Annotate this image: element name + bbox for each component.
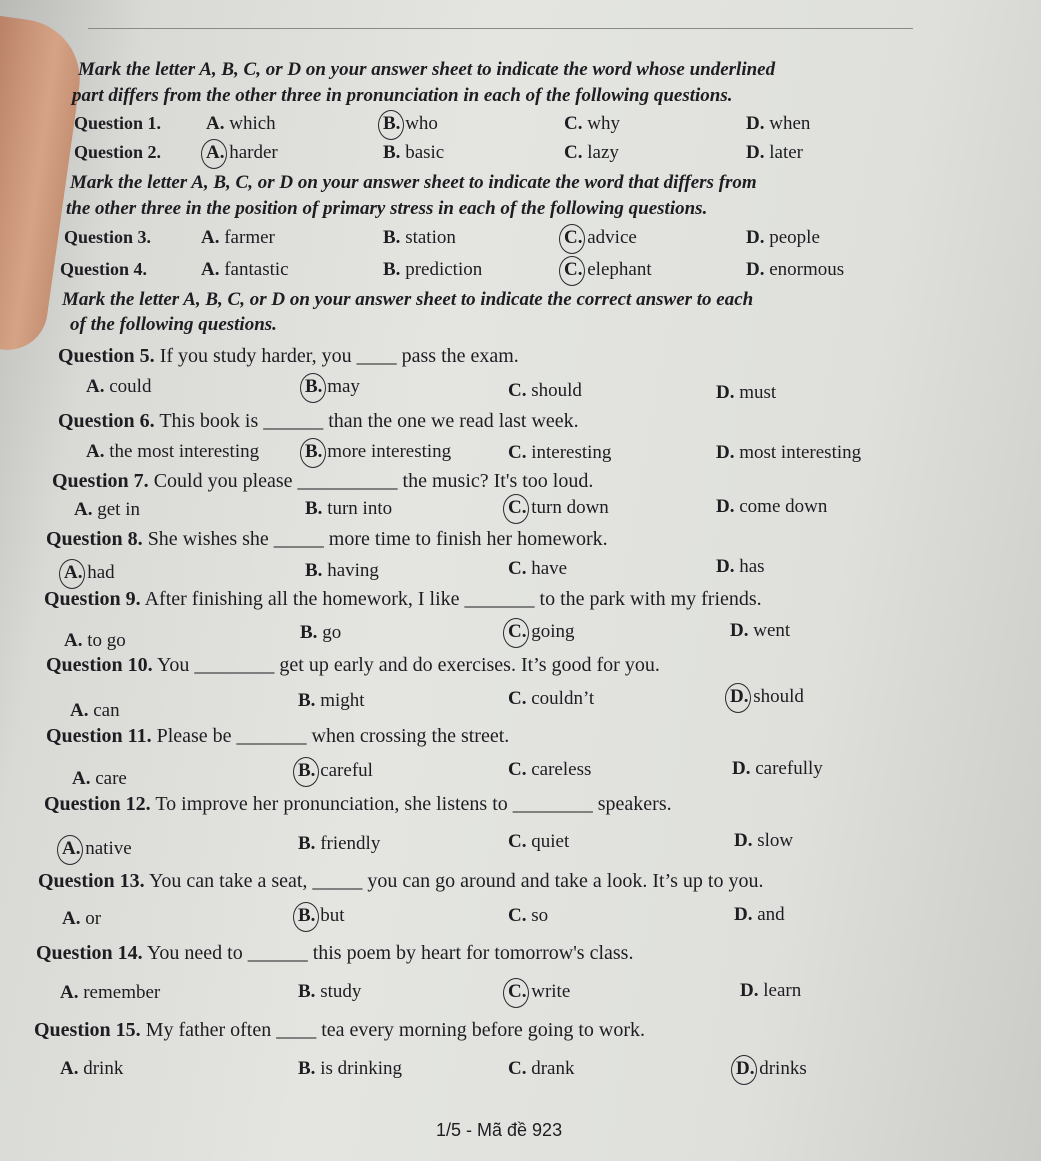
- option-letter: A.: [70, 700, 89, 721]
- question-10-option-a[interactable]: [70, 700, 120, 722]
- option-letter: B.: [305, 441, 323, 462]
- question-10: [46, 654, 660, 677]
- question-14-option-d[interactable]: [740, 980, 801, 1002]
- answer-circle-mark: [293, 902, 319, 932]
- option-letter: C.: [564, 227, 583, 248]
- option-letter: A.: [60, 1058, 79, 1079]
- question-11-option-a[interactable]: [72, 768, 127, 790]
- question-15: [34, 1019, 645, 1042]
- option-letter: D.: [746, 227, 765, 248]
- option-letter: C.: [508, 688, 527, 709]
- question-stem: You ________ get up early and do exercises. It’s good for you.: [152, 654, 660, 676]
- option-letter: C.: [564, 113, 583, 134]
- option-letter: C.: [508, 442, 527, 463]
- question-9: [44, 588, 762, 611]
- option-text: which: [224, 113, 276, 134]
- option-text: turn into: [322, 498, 393, 519]
- option-text: why: [582, 113, 620, 134]
- option-text: write: [526, 981, 571, 1002]
- question-4-option-a[interactable]: [201, 259, 289, 281]
- option-letter: A.: [74, 499, 93, 520]
- question-6-option-b[interactable]: [305, 441, 451, 463]
- question-13: [38, 870, 763, 893]
- question-13-option-a[interactable]: [62, 908, 101, 930]
- instruction-stress-line1: Mark the letter A, B, C, or D on your answer sheet to indicate the word that differs from: [70, 172, 757, 193]
- question-stem: Could you please __________ the music? It's too loud.: [148, 470, 594, 492]
- option-letter: B.: [298, 833, 316, 854]
- answer-circle-mark: [503, 978, 529, 1008]
- option-text: most interesting: [734, 442, 862, 463]
- option-text: remember: [78, 982, 161, 1003]
- question-label: Question 2.: [74, 142, 162, 162]
- option-letter: D.: [732, 758, 751, 779]
- question-1: [74, 113, 161, 134]
- option-text: prediction: [400, 259, 483, 280]
- question-3-option-d[interactable]: [746, 227, 820, 249]
- question-stem: She wishes she _____ more time to finish her homework.: [142, 528, 608, 550]
- question-label: Question 14.: [36, 942, 143, 964]
- instruction-correct-line1: Mark the letter A, B, C, or D on your answer sheet to indicate the correct answer to each: [62, 289, 754, 310]
- question-3-option-a[interactable]: [201, 227, 275, 249]
- question-8: [46, 528, 608, 551]
- option-text: go: [317, 622, 342, 643]
- question-label: Question 8.: [46, 528, 143, 550]
- answer-circle-mark: [503, 494, 529, 524]
- question-15-option-a[interactable]: [60, 1058, 123, 1080]
- question-14-option-b[interactable]: [298, 981, 361, 1003]
- option-letter: A.: [86, 376, 105, 397]
- option-letter: B.: [298, 905, 316, 926]
- option-letter: C.: [508, 759, 527, 780]
- option-text: careless: [526, 759, 592, 780]
- question-7-option-a[interactable]: [74, 499, 140, 521]
- option-letter: C.: [508, 831, 527, 852]
- question-label: Question 10.: [46, 654, 153, 676]
- question-label: Question 5.: [58, 345, 155, 367]
- answer-circle-mark: [57, 835, 83, 865]
- question-stem: You need to ______ this poem by heart for tomorrow's class.: [142, 942, 634, 964]
- page-footer: 1/5 - Mã đề 923: [436, 1120, 563, 1140]
- question-6: [58, 410, 579, 433]
- question-14-option-a[interactable]: [60, 982, 160, 1004]
- option-letter: B.: [298, 1058, 316, 1079]
- option-letter: A.: [62, 908, 81, 929]
- option-letter: A.: [201, 227, 220, 248]
- instruction-correct-line2: of the following questions.: [70, 314, 277, 335]
- option-text: station: [400, 227, 456, 248]
- question-1-option-c[interactable]: [564, 113, 620, 135]
- option-letter: D.: [716, 556, 735, 577]
- option-text: harder: [224, 142, 278, 163]
- question-5-option-c[interactable]: [508, 380, 582, 402]
- question-8-option-d[interactable]: [716, 556, 765, 578]
- answer-circle-mark: [300, 373, 326, 403]
- option-letter: D.: [734, 904, 753, 925]
- question-4-option-d[interactable]: [746, 259, 844, 281]
- question-2-option-c[interactable]: [564, 142, 619, 164]
- option-text: drank: [526, 1058, 575, 1079]
- option-text: so: [526, 905, 549, 926]
- instruction-stress-line2: the other three in the position of primary stress in each of the following questions.: [66, 198, 708, 219]
- question-stem: This book is ______ than the one we read last week.: [154, 410, 579, 432]
- option-text: should: [748, 686, 804, 707]
- question-stem: If you study harder, you ____ pass the exam.: [154, 345, 519, 367]
- option-letter: A.: [86, 441, 105, 462]
- question-stem: You can take a seat, _____ you can go around and take a look. It’s up to you.: [144, 870, 764, 892]
- question-1-option-a[interactable]: [206, 113, 276, 135]
- option-text: quiet: [526, 831, 570, 852]
- question-stem: Please be _______ when crossing the street.: [151, 725, 510, 747]
- option-letter: D.: [736, 1058, 755, 1079]
- option-text: could: [104, 376, 152, 397]
- question-label: Question 11.: [46, 725, 152, 747]
- option-text: enormous: [764, 259, 845, 280]
- question-9-option-a[interactable]: [64, 630, 126, 652]
- question-label: Question 7.: [52, 470, 149, 492]
- answer-circle-mark: [559, 224, 585, 254]
- option-letter: A.: [72, 768, 91, 789]
- question-label: Question 9.: [44, 588, 141, 610]
- question-label: Question 13.: [38, 870, 145, 892]
- option-text: might: [315, 690, 365, 711]
- option-letter: B.: [298, 981, 316, 1002]
- question-stem: To improve her pronunciation, she listens to ________ speakers.: [150, 793, 672, 815]
- question-label: Question 4.: [60, 259, 148, 279]
- option-letter: D.: [740, 980, 759, 1001]
- question-label: Question 3.: [64, 227, 152, 247]
- option-text: to go: [82, 630, 126, 651]
- option-letter: D.: [746, 142, 765, 163]
- question-13-option-c[interactable]: [508, 905, 548, 927]
- answer-circle-mark: [300, 438, 326, 468]
- option-letter: C.: [564, 142, 583, 163]
- question-2: [74, 142, 161, 163]
- question-6-option-a[interactable]: [86, 441, 259, 463]
- question-2-option-d[interactable]: [746, 142, 803, 164]
- option-letter: D.: [730, 686, 749, 707]
- option-letter: C.: [508, 1058, 527, 1079]
- option-text: turn down: [526, 497, 609, 518]
- option-letter: D.: [716, 442, 735, 463]
- option-letter: B.: [383, 113, 401, 134]
- header-rule: [88, 28, 913, 29]
- answer-circle-mark: [293, 757, 319, 787]
- question-7-option-b[interactable]: [305, 498, 392, 520]
- question-label: Question 6.: [58, 410, 155, 432]
- option-text: get in: [92, 499, 140, 520]
- option-text: must: [734, 382, 777, 403]
- question-12-option-d[interactable]: [734, 830, 793, 852]
- question-6-option-c[interactable]: [508, 442, 611, 464]
- question-label: Question 1.: [74, 113, 162, 133]
- answer-circle-mark: [731, 1055, 757, 1085]
- question-2-option-b[interactable]: [383, 142, 444, 164]
- option-letter: D.: [746, 259, 765, 280]
- option-letter: C.: [508, 380, 527, 401]
- option-text: but: [315, 905, 345, 926]
- option-text: have: [526, 558, 568, 579]
- option-letter: D.: [716, 382, 735, 403]
- option-text: come down: [734, 496, 828, 517]
- option-text: advice: [582, 227, 637, 248]
- option-text: more interesting: [322, 441, 452, 462]
- question-4: [60, 259, 147, 280]
- option-text: couldn’t: [526, 688, 595, 709]
- question-label: Question 12.: [44, 793, 151, 815]
- question-10-option-b[interactable]: [298, 690, 365, 712]
- option-letter: D.: [734, 830, 753, 851]
- answer-circle-mark: [201, 139, 227, 169]
- question-6-option-d[interactable]: [716, 442, 861, 464]
- question-4-option-b[interactable]: [383, 259, 482, 281]
- option-text: and: [752, 904, 785, 925]
- question-10-option-c[interactable]: [508, 688, 594, 710]
- option-letter: D.: [716, 496, 735, 517]
- option-letter: B.: [300, 622, 318, 643]
- option-text: later: [764, 142, 803, 163]
- option-text: the most interesting: [104, 441, 260, 462]
- question-3: [64, 227, 151, 248]
- option-text: drink: [78, 1058, 124, 1079]
- option-letter: B.: [305, 376, 323, 397]
- option-text: when: [764, 113, 811, 134]
- question-14: [36, 942, 633, 965]
- option-letter: B.: [305, 560, 323, 581]
- question-12: [44, 793, 672, 816]
- option-letter: A.: [60, 982, 79, 1003]
- question-8-option-b[interactable]: [305, 560, 379, 582]
- question-12-option-b[interactable]: [298, 833, 380, 855]
- option-text: learn: [758, 980, 802, 1001]
- option-text: interesting: [526, 442, 612, 463]
- option-text: native: [80, 838, 132, 859]
- option-letter: A.: [62, 838, 81, 859]
- answer-circle-mark: [59, 559, 85, 589]
- option-letter: A.: [206, 113, 225, 134]
- option-letter: C.: [508, 621, 527, 642]
- question-9-option-b[interactable]: [300, 622, 341, 644]
- option-text: drinks: [754, 1058, 807, 1079]
- option-letter: B.: [383, 227, 401, 248]
- answer-circle-mark: [503, 618, 529, 648]
- option-text: or: [80, 908, 102, 929]
- option-letter: C.: [508, 905, 527, 926]
- question-5: [58, 345, 519, 368]
- option-text: having: [322, 560, 379, 581]
- option-text: fantastic: [219, 259, 289, 280]
- question-15-option-b[interactable]: [298, 1058, 402, 1080]
- answer-circle-mark: [559, 256, 585, 286]
- option-text: may: [322, 376, 360, 397]
- option-letter: D.: [746, 113, 765, 134]
- question-15-option-c[interactable]: [508, 1058, 575, 1080]
- question-3-option-b[interactable]: [383, 227, 456, 249]
- option-text: study: [315, 981, 362, 1002]
- answer-circle-mark: [725, 683, 751, 713]
- option-text: who: [400, 113, 438, 134]
- option-text: should: [526, 380, 582, 401]
- option-letter: A.: [64, 562, 83, 583]
- question-5-option-d[interactable]: [716, 382, 776, 404]
- option-letter: C.: [508, 497, 527, 518]
- option-text: is drinking: [315, 1058, 402, 1079]
- option-text: slow: [752, 830, 794, 851]
- option-text: went: [748, 620, 791, 641]
- option-letter: B.: [383, 259, 401, 280]
- option-text: carefully: [750, 758, 823, 779]
- option-text: had: [82, 562, 115, 583]
- option-letter: A.: [206, 142, 225, 163]
- option-text: going: [526, 621, 575, 642]
- question-12-option-c[interactable]: [508, 831, 569, 853]
- question-1-option-d[interactable]: [746, 113, 810, 135]
- instruction-pronunciation-line1: Mark the letter A, B, C, or D on your answer sheet to indicate the word whose underlined: [78, 59, 776, 80]
- option-letter: C.: [564, 259, 583, 280]
- question-11: [46, 725, 509, 748]
- question-7-option-d[interactable]: [716, 496, 827, 518]
- question-13-option-d[interactable]: [734, 904, 785, 926]
- option-text: lazy: [582, 142, 619, 163]
- instruction-pronunciation-line2: part differs from the other three in pronunciation in each of the following questions.: [72, 85, 733, 106]
- question-stem: After finishing all the homework, I like _______ to the park with my friends.: [140, 588, 762, 610]
- option-text: careful: [315, 760, 373, 781]
- option-text: people: [764, 227, 820, 248]
- option-letter: D.: [730, 620, 749, 641]
- question-7: [52, 470, 593, 493]
- question-label: Question 15.: [34, 1019, 141, 1041]
- option-letter: A.: [201, 259, 220, 280]
- question-11-option-d[interactable]: [732, 758, 823, 780]
- option-letter: B.: [298, 690, 316, 711]
- option-letter: B.: [383, 142, 401, 163]
- question-stem: My father often ____ tea every morning before going to work.: [140, 1019, 645, 1041]
- option-letter: B.: [305, 498, 323, 519]
- option-text: elephant: [582, 259, 652, 280]
- question-8-option-c[interactable]: [508, 558, 567, 580]
- option-letter: B.: [298, 760, 316, 781]
- option-text: care: [90, 768, 127, 789]
- option-text: farmer: [219, 227, 275, 248]
- option-letter: A.: [64, 630, 83, 651]
- option-letter: C.: [508, 558, 527, 579]
- question-5-option-a[interactable]: [86, 376, 151, 398]
- question-9-option-d[interactable]: [730, 620, 790, 642]
- question-11-option-c[interactable]: [508, 759, 591, 781]
- option-text: has: [734, 556, 765, 577]
- option-text: can: [88, 700, 120, 721]
- option-letter: C.: [508, 981, 527, 1002]
- option-text: friendly: [315, 833, 381, 854]
- answer-circle-mark: [378, 110, 404, 140]
- option-text: basic: [400, 142, 445, 163]
